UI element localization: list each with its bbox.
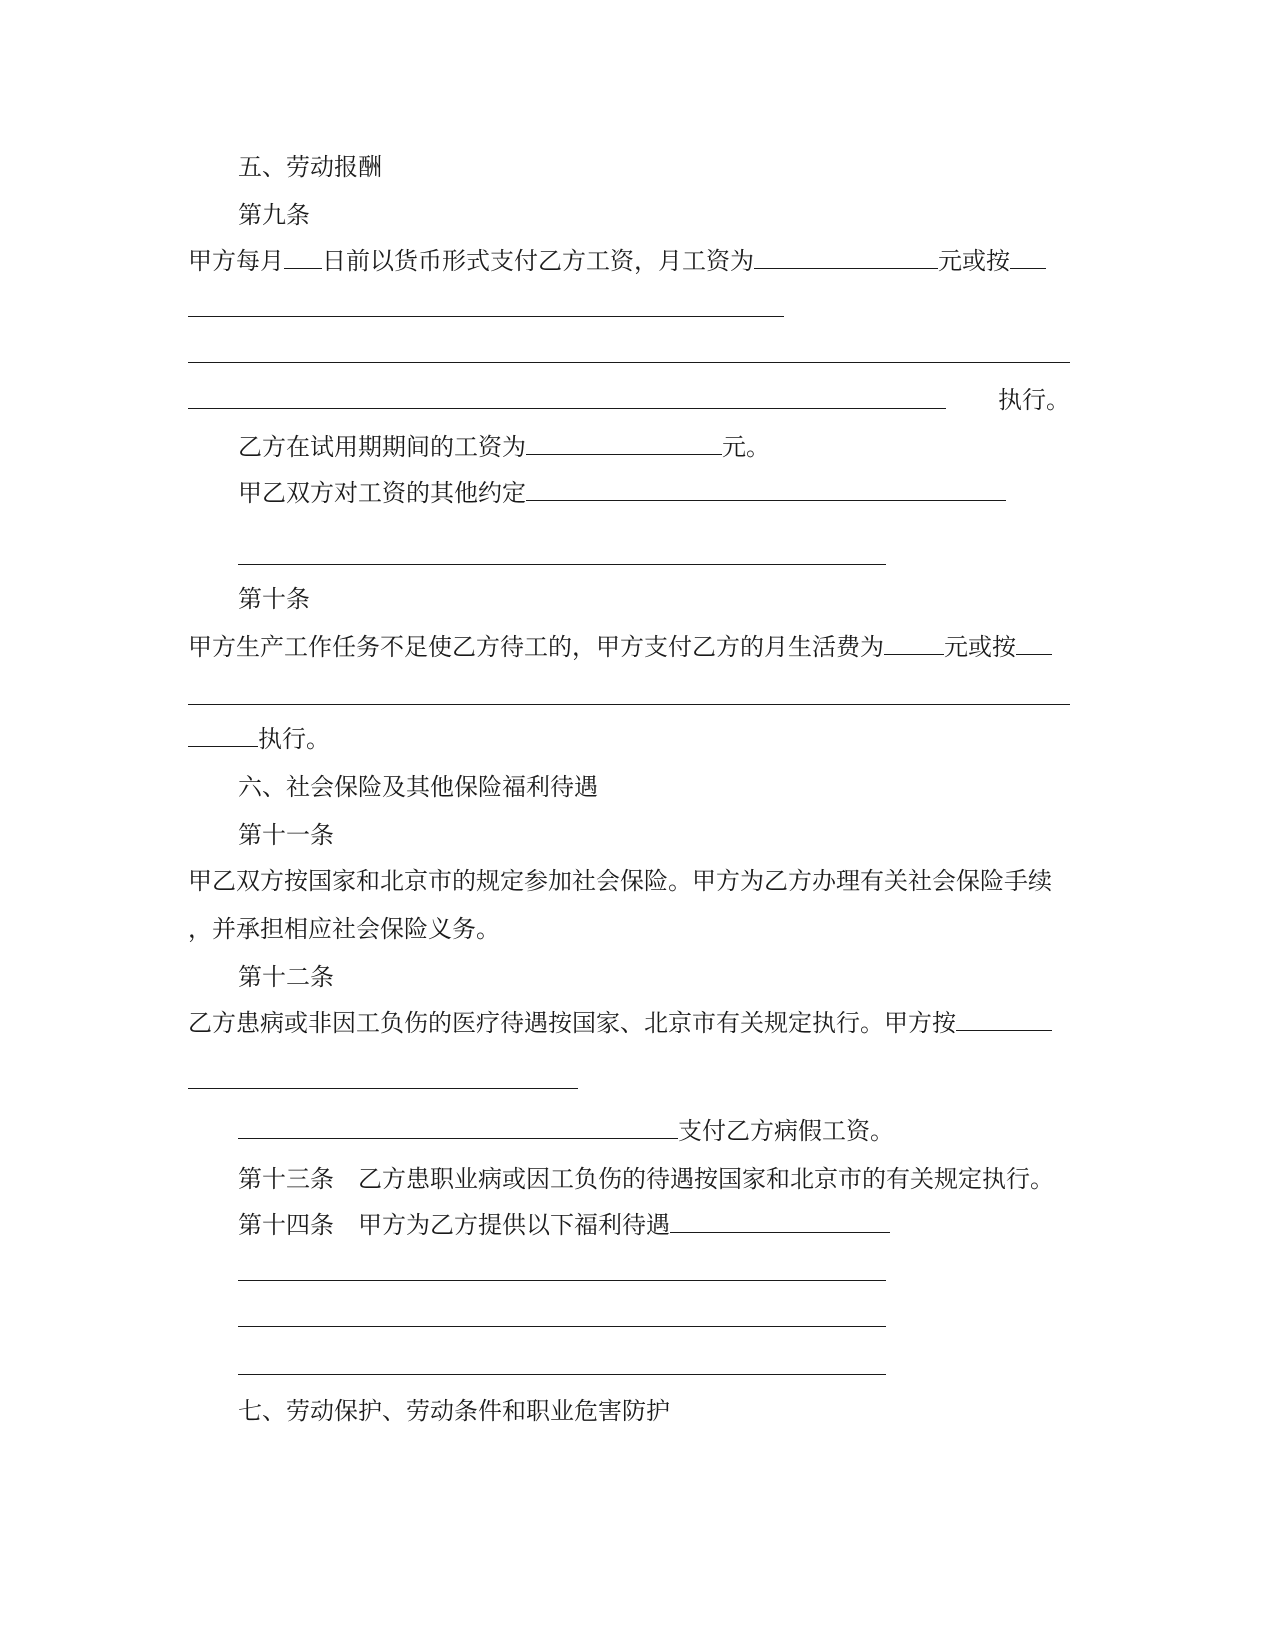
article-9-text-b: 日前以货币形式支付乙方工资，月工资为: [322, 247, 754, 275]
welfare-benefits-blank-line-3[interactable]: [238, 1326, 886, 1327]
other-wage-blank-line-2[interactable]: [238, 564, 886, 565]
article-14-text: 第十四条 甲方为乙方提供以下福利待遇: [238, 1211, 670, 1239]
article-11-label: 第十一条: [238, 821, 334, 849]
other-wage-blank[interactable]: [526, 478, 1006, 501]
article-14-paragraph: [238, 1210, 890, 1240]
article-11-line-2: ，并承担相应社会保险义务。: [188, 915, 500, 943]
sick-pay-basis-blank-line-2[interactable]: [188, 1088, 578, 1089]
allowance-method-blank-line-2[interactable]: [188, 704, 1070, 705]
article-10-text-b: 元或按: [944, 633, 1016, 661]
article-9-paragraph: [188, 246, 1046, 276]
welfare-benefits-blank-line-4[interactable]: [238, 1374, 886, 1375]
trial-wage-blank[interactable]: [526, 432, 722, 455]
allowance-method-blank-line-3[interactable]: [188, 724, 258, 747]
article-12-paragraph: [188, 1008, 1052, 1038]
living-allowance-blank[interactable]: [884, 632, 944, 655]
article-9-text-c: 元或按: [938, 247, 1010, 275]
sick-pay-basis-blank-line-3[interactable]: [238, 1116, 678, 1139]
article-10-end-line: [188, 724, 330, 754]
section-heading-social-insurance: 六、社会保险及其他保险福利待遇: [238, 773, 598, 801]
article-10-label: 第十条: [238, 585, 310, 613]
wage-method-blank-line-3[interactable]: [188, 362, 1070, 363]
sick-pay-basis-blank[interactable]: [956, 1008, 1052, 1031]
article-13: 第十三条 乙方患职业病或因工负伤的待遇按国家和北京市的有关规定执行。: [238, 1165, 1054, 1193]
other-wage-paragraph: [238, 478, 1006, 508]
trial-wage-unit: 元。: [722, 433, 770, 461]
article-10-end: 执行。: [258, 725, 330, 753]
monthly-wage-blank[interactable]: [754, 246, 938, 269]
wage-method-blank[interactable]: [1010, 246, 1046, 269]
welfare-benefits-blank[interactable]: [670, 1210, 890, 1233]
welfare-benefits-blank-line-2[interactable]: [238, 1280, 886, 1281]
other-wage-text: 甲乙双方对工资的其他约定: [238, 479, 526, 507]
article-10-text-a: 甲方生产工作任务不足使乙方待工的，甲方支付乙方的月生活费为: [188, 633, 884, 661]
article-12-line-3: [238, 1116, 894, 1146]
article-9-label: 第九条: [238, 201, 310, 229]
article-11-line-1: 甲乙双方按国家和北京市的规定参加社会保险。甲方为乙方办理有关社会保险手续: [188, 867, 1052, 895]
article-9-end: 执行。: [998, 386, 1070, 414]
article-9-text-a: 甲方每月: [188, 247, 284, 275]
trial-wage-text: 乙方在试用期期间的工资为: [238, 433, 526, 461]
article-10-paragraph: [188, 632, 1052, 662]
allowance-method-blank[interactable]: [1016, 632, 1052, 655]
wage-method-blank-line-2[interactable]: [188, 316, 784, 317]
article-12-text-a: 乙方患病或非因工负伤的医疗待遇按国家、北京市有关规定执行。甲方按: [188, 1009, 956, 1037]
section-heading-remuneration: 五、劳动报酬: [238, 153, 382, 181]
article-12-end: 支付乙方病假工资。: [678, 1117, 894, 1145]
section-heading-labor-protection: 七、劳动保护、劳动条件和职业危害防护: [238, 1397, 670, 1425]
wage-method-blank-line-4[interactable]: [188, 408, 946, 409]
pay-day-blank[interactable]: [284, 246, 322, 269]
trial-wage-paragraph: [238, 432, 770, 462]
article-12-label: 第十二条: [238, 963, 334, 991]
